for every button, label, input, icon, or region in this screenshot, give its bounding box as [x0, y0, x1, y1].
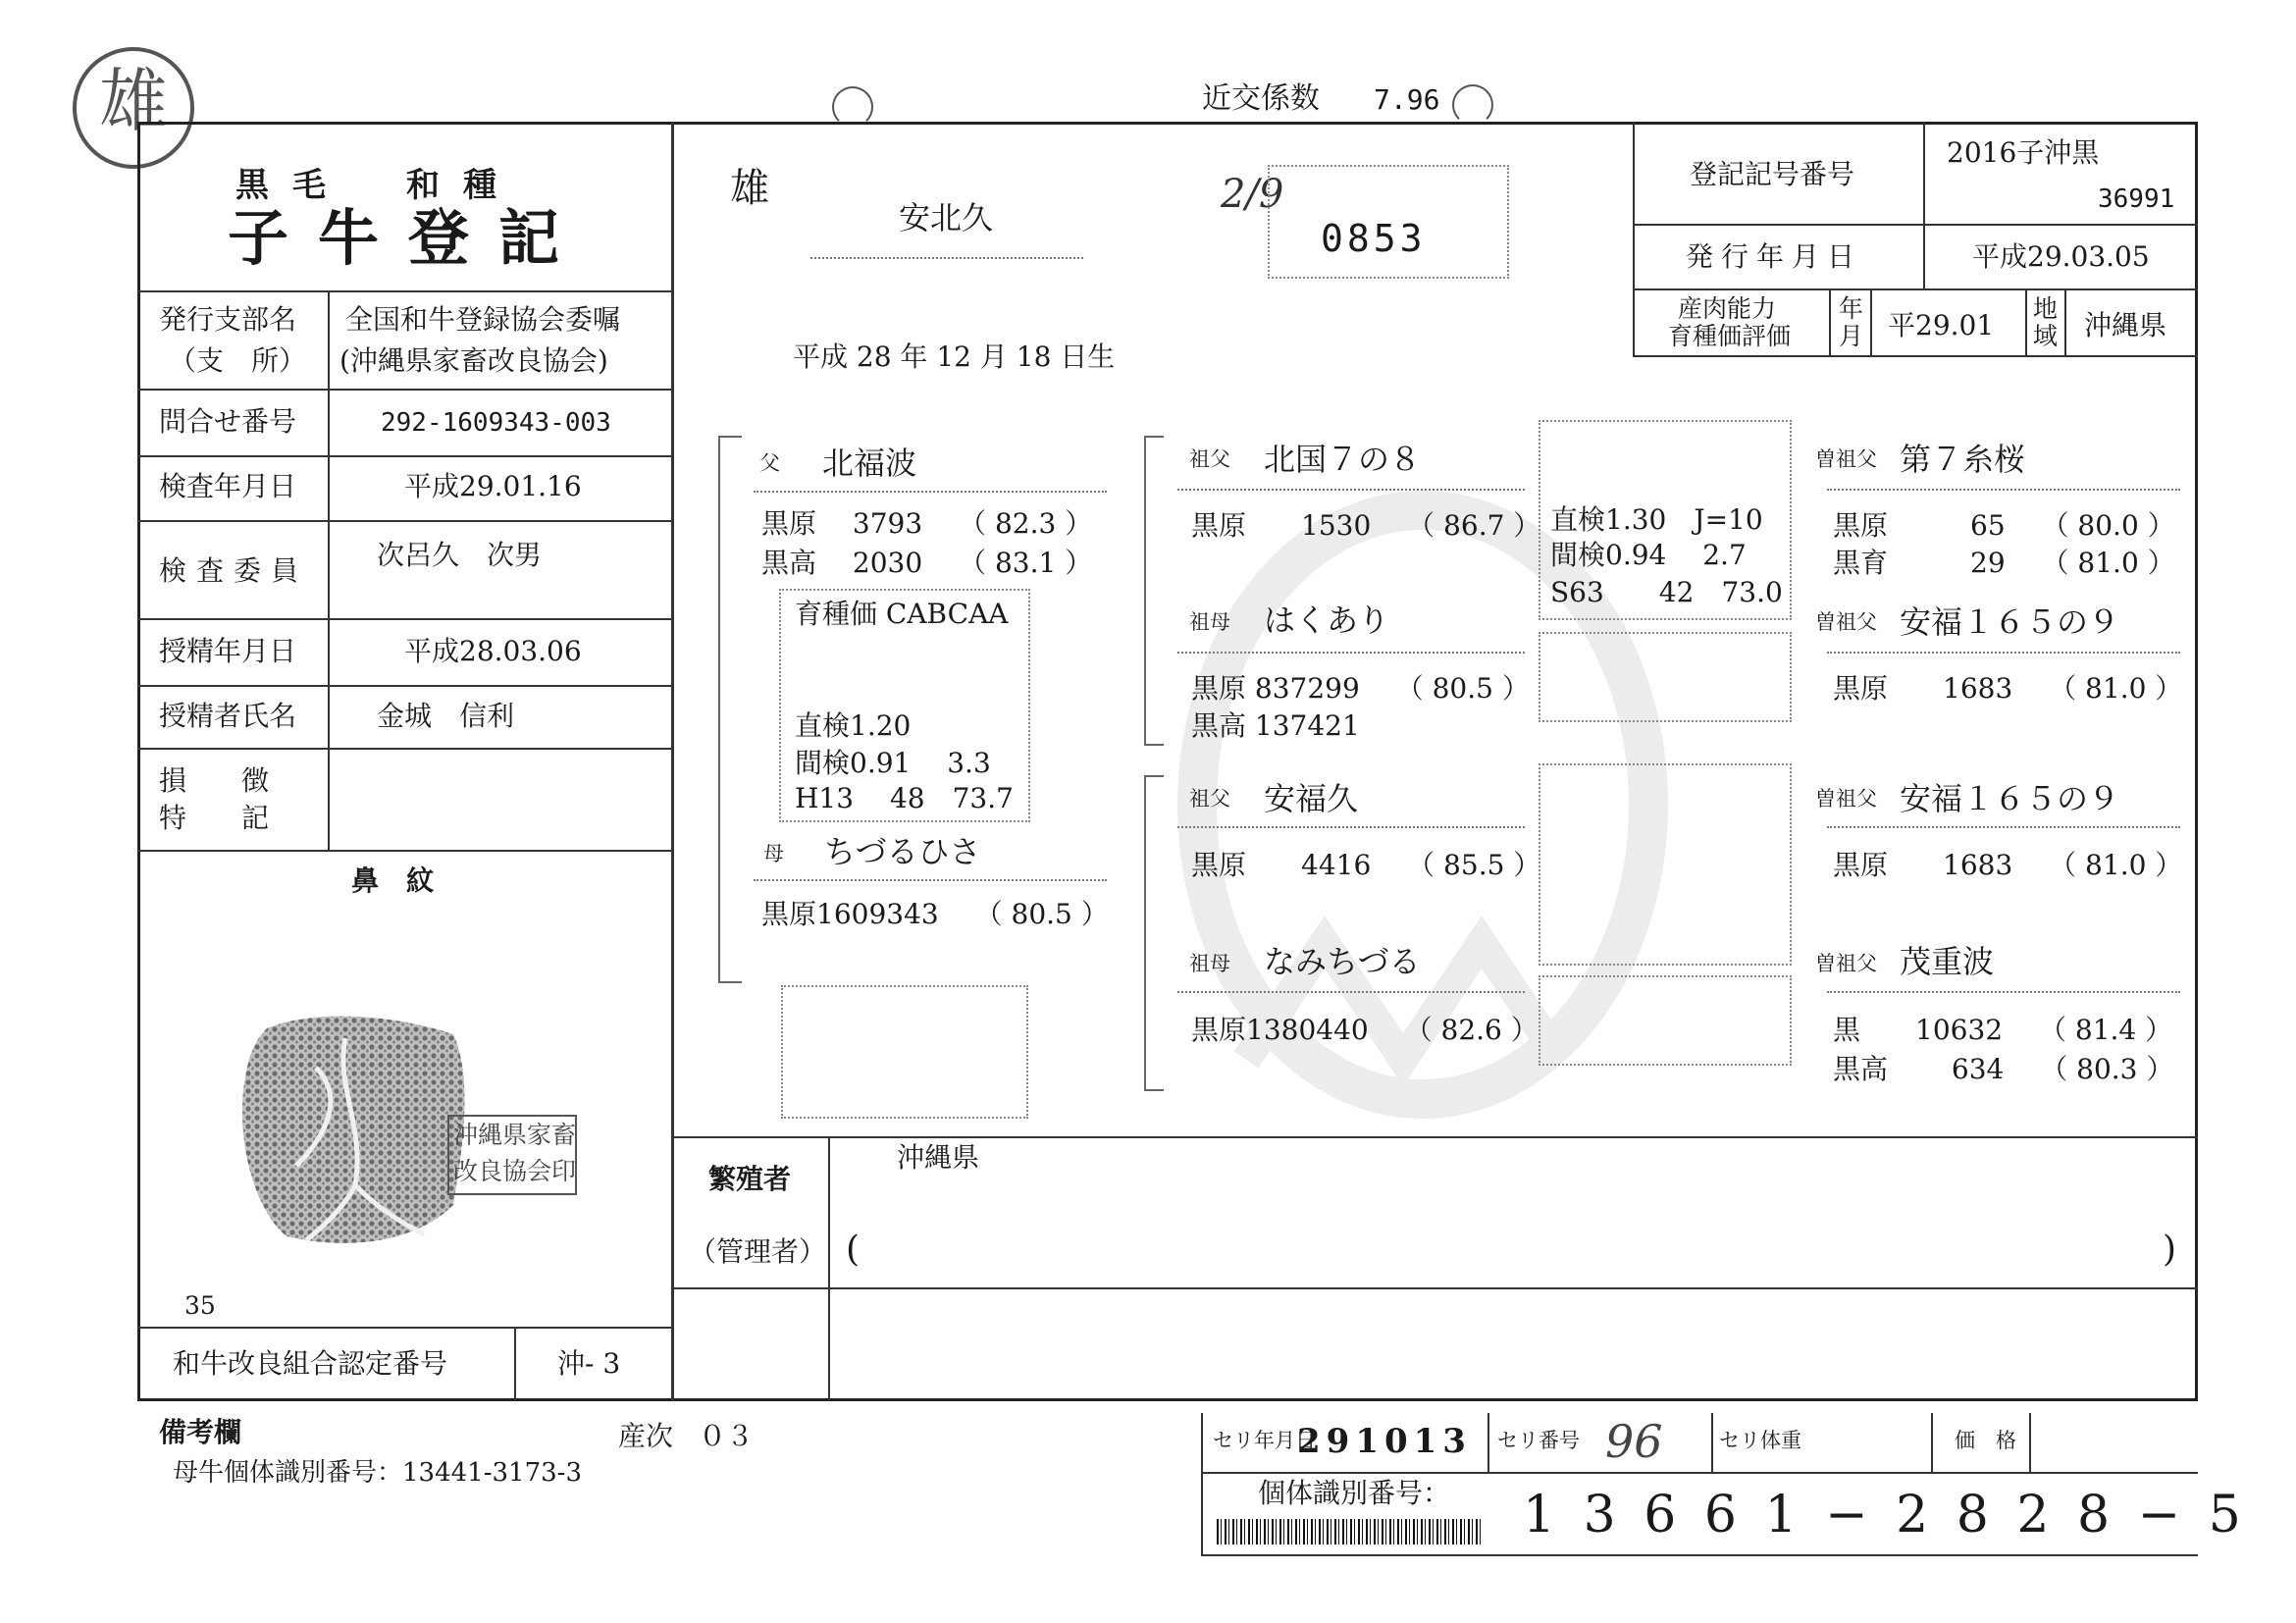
great-grandsire-3-role: 曽祖父	[1815, 787, 1877, 811]
great-grandsire-4-line-1: 黒 10632 （ 81.4 ）	[1833, 1014, 2173, 1046]
issue-date-value: 平成29.03.05	[1972, 240, 2150, 273]
grandsire-1-eval-line-2: 間検0.94 2.7	[1550, 539, 1747, 571]
granddam-1-line-2: 黒高 137421	[1191, 709, 1360, 742]
breed-label: 黒毛 和種	[235, 166, 520, 205]
auction-price-label: 価 格	[1955, 1429, 2016, 1452]
animal-number: 0853	[1321, 217, 1427, 260]
inseminator-label: 授精者氏名	[159, 700, 297, 732]
inbreeding-label: 近交係数	[1202, 81, 1320, 116]
granddam-1-eval-box	[1539, 632, 1792, 722]
sire-line-2: 黒高 2030 （ 83.1 ）	[761, 547, 1093, 579]
sire-name: 北福波	[822, 445, 917, 482]
branch-value-2: (沖縄県家畜改良協会)	[339, 344, 608, 377]
breeder-sub-label: （管理者）	[689, 1235, 827, 1268]
great-grandsire-4-name: 茂重波	[1900, 943, 1995, 980]
year-month-label-2: 月	[1839, 322, 1864, 350]
insemination-date-value: 平成28.03.06	[404, 635, 582, 667]
union-cert-value: 沖- 3	[557, 1347, 621, 1380]
sire-role: 父	[759, 451, 780, 475]
breeder-value: 沖縄県	[897, 1141, 980, 1174]
auction-number-value: 96	[1605, 1415, 1663, 1468]
granddam-2-role: 祖母	[1189, 952, 1230, 975]
inbreeding-value: 7.96	[1374, 83, 1440, 116]
individual-id-value: 1 3 6 6 1 − 2 8 2 8 − 5	[1523, 1486, 2247, 1544]
auction-weight-label: セリ体重	[1719, 1429, 1801, 1452]
dam-name: ちづるひさ	[824, 833, 981, 870]
breeding-value-line-1: 直検1.20	[795, 709, 912, 742]
branch-label: 発行支部名	[159, 303, 297, 336]
union-cert-label: 和牛改良組合認定番号	[173, 1347, 448, 1380]
great-grandsire-1-name: 第７糸桜	[1900, 441, 2026, 478]
cooperative-seal	[447, 1115, 577, 1195]
grandsire-2-name: 安福久	[1264, 780, 1359, 817]
great-grandsire-2-role: 曽祖父	[1815, 610, 1877, 634]
nose-print-number: 35	[184, 1291, 216, 1320]
barcode	[1217, 1519, 1482, 1544]
seal-line-2: 改良協会印	[453, 1157, 577, 1185]
breeder-paren-close: )	[2163, 1230, 2177, 1270]
remarks-label: 備考欄	[159, 1416, 242, 1448]
granddam-2-name: なみちづる	[1264, 943, 1421, 980]
granddam-1-name: はくあり	[1264, 602, 1390, 639]
grandsire-1-role: 祖父	[1189, 447, 1230, 471]
grandsire-1-eval-line-3: S63 42 73.0	[1550, 576, 1783, 608]
region-value: 沖縄県	[2084, 309, 2167, 341]
mother-id: 母牛個体識別番号：13441-3173-3	[173, 1458, 582, 1488]
breeder-paren-open: (	[846, 1230, 861, 1270]
great-grandsire-1-role: 曽祖父	[1815, 447, 1877, 471]
granddam-2-eval-box	[1539, 975, 1792, 1066]
eval-label-2: 育種価評価	[1668, 322, 1792, 350]
inseminator-value: 金城 信利	[377, 700, 515, 732]
handwritten-fraction: 2/9	[1221, 172, 1284, 217]
granddam-2-line-1: 黒原1380440 （ 82.6 ）	[1191, 1014, 1539, 1046]
nose-print-label: 鼻 紋	[351, 864, 435, 897]
birth-date: 平成 28 年 12 月 18 日生	[793, 340, 1116, 373]
seal-line-1: 沖縄県家畜	[453, 1121, 577, 1149]
great-grandsire-2-name: 安福１６５の９	[1900, 603, 2120, 641]
granddam-1-role: 祖母	[1189, 610, 1230, 634]
year-month-value: 平29.01	[1888, 309, 1995, 341]
inquiry-label: 問合せ番号	[159, 405, 297, 438]
grandsire-2-role: 祖父	[1189, 787, 1230, 811]
region-label-1: 地	[2033, 294, 2059, 323]
dam-role: 母	[763, 842, 784, 865]
dam-empty-box	[781, 985, 1028, 1119]
branch-sub-label: （支 所）	[169, 344, 307, 377]
stamp-char: 雄	[99, 61, 168, 141]
grandsire-1-line-1: 黒原 1530 （ 86.7 ）	[1191, 509, 1541, 542]
auction-date-value: 291013	[1297, 1422, 1472, 1461]
dam-line-1: 黒原1609343 （ 80.5 ）	[761, 898, 1109, 930]
reg-number-value-2: 36991	[2098, 184, 2175, 214]
inspection-date-value: 平成29.01.16	[404, 470, 582, 502]
great-grandsire-4-line-2: 黒高 634 （ 80.3 ）	[1833, 1053, 2174, 1085]
region-label-2: 域	[2033, 322, 2059, 350]
breeding-value-line-2: 間検0.91 3.3	[795, 747, 991, 779]
grandsire-1-name: 北国７の８	[1264, 441, 1422, 478]
year-month-label-1: 年	[1839, 294, 1864, 323]
remarks-label-2: 特 記	[159, 802, 270, 834]
insemination-date-label: 授精年月日	[159, 635, 297, 667]
breeding-value-label: 育種価 CABCAA	[795, 598, 1009, 630]
reg-number-label: 登記記号番号	[1690, 158, 1855, 190]
granddam-1-line-1: 黒原 837299 （ 80.5 ）	[1191, 672, 1530, 705]
grandsire-2-line-1: 黒原 4416 （ 85.5 ）	[1191, 849, 1541, 881]
binder-hole	[1452, 84, 1493, 126]
great-grandsire-4-role: 曽祖父	[1815, 952, 1877, 975]
individual-id-label: 個体識別番号：	[1258, 1477, 1451, 1509]
breeder-label: 繁殖者	[708, 1163, 792, 1195]
parity-label: 産次	[618, 1420, 674, 1452]
document-title: 子牛登記	[228, 202, 590, 274]
great-grandsire-1-line-2: 黒育 29 （ 81.0 ）	[1833, 547, 2175, 579]
remarks-label-1: 損 徴	[159, 764, 270, 797]
great-grandsire-3-line-1: 黒原 1683 （ 81.0 ）	[1833, 849, 2183, 881]
grandsire-2-eval-box	[1539, 763, 1792, 966]
eval-label-1: 産肉能力	[1678, 294, 1777, 323]
great-grandsire-2-line-1: 黒原 1683 （ 81.0 ）	[1833, 672, 2183, 705]
animal-name: 安北久	[899, 199, 994, 236]
great-grandsire-1-line-1: 黒原 65 （ 80.0 ）	[1833, 509, 2175, 542]
inspector-label: 検査委員	[159, 554, 309, 587]
inspector-value: 次呂久 次男	[377, 539, 543, 571]
reg-number-value-1: 2016子沖黒	[1947, 136, 2100, 169]
inspection-date-label: 検査年月日	[159, 470, 297, 502]
sex-label: 雄	[730, 166, 769, 211]
grandsire-1-eval-line-1: 直検1.30 J=10	[1550, 503, 1763, 536]
issue-date-label: 発行年月日	[1686, 240, 1863, 273]
inquiry-value: 292-1609343-003	[381, 408, 611, 438]
branch-value: 全国和牛登録協会委嘱	[345, 303, 621, 336]
auction-date-label: セリ年月日	[1213, 1429, 1316, 1452]
nose-print-image	[228, 1009, 483, 1254]
great-grandsire-3-name: 安福１６５の９	[1900, 780, 2120, 817]
auction-number-label: セリ番号	[1497, 1429, 1580, 1452]
sire-line-1: 黒原 3793 （ 82.3 ）	[761, 507, 1093, 540]
breeding-value-line-3: H13 48 73.7	[795, 782, 1014, 814]
parity-value: ０３	[699, 1420, 755, 1452]
